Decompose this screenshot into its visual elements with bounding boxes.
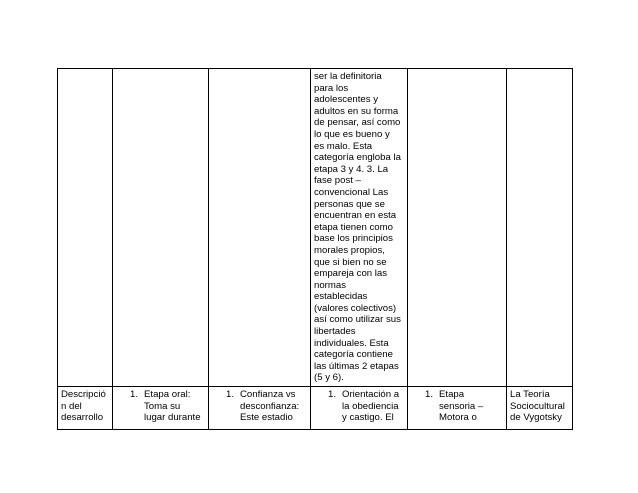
cell-text-line: Sociocultural	[510, 400, 565, 412]
item-text-line: lugar durante	[144, 412, 201, 424]
table-cell-r2c3	[209, 387, 311, 430]
cell-text-line: de Vygotsky	[510, 412, 562, 424]
cell-text-line: lo que es bueno y	[314, 128, 390, 140]
cell-text-line: categoría engloba la	[314, 152, 401, 164]
cell-text-line: personas que se	[314, 198, 385, 210]
table-cell-r1c3	[209, 69, 311, 387]
cell-text-line: así como utilizar sus	[314, 314, 401, 326]
cell-text-line: las últimas 2 etapas	[314, 360, 399, 372]
comparison-table	[57, 68, 573, 430]
row-heading-line: n del	[61, 400, 82, 412]
cell-text-line: base los principios	[314, 233, 393, 245]
item-number: 1.	[327, 389, 336, 401]
cell-text-line: La Teoría	[510, 389, 550, 401]
cell-text-line: (5 y 6).	[314, 372, 344, 384]
table-cell-r2c6	[507, 387, 573, 430]
numbered-item	[411, 389, 503, 424]
table-cell-r1c5	[408, 69, 507, 387]
item-text-line: sensoria –	[439, 400, 484, 412]
numbered-item	[314, 389, 404, 424]
item-text-line: Confianza vs	[240, 389, 296, 401]
table-cell-r1c4	[311, 69, 408, 387]
item-text-line: la obediencia	[342, 400, 399, 412]
numbered-item	[116, 389, 205, 424]
cell-text-line: etapa 3 y 4. 3. La	[314, 163, 389, 175]
table-cell-r1c6	[507, 69, 573, 387]
row-heading-line: Descripció	[61, 389, 106, 401]
table-cell-r2c5	[408, 387, 507, 430]
cell-text-line: ser la definitoria	[314, 71, 382, 82]
table-row	[58, 387, 573, 430]
cell-text-line: individuales. Esta	[314, 337, 389, 349]
cell-text-line: adultos en su forma	[314, 105, 399, 117]
cell-text-line: empareja con las	[314, 268, 388, 280]
table-cell-r2c2	[113, 387, 209, 430]
item-text-line: Motora o	[439, 412, 477, 424]
table-cell-r2c1	[58, 387, 113, 430]
item-text-line: Orientación a	[342, 389, 400, 401]
cell-text-line: morales propios,	[314, 244, 385, 256]
cell-text-line: etapa tienen como	[314, 221, 393, 233]
table-cell-r2c4	[311, 387, 408, 430]
table-row	[58, 69, 573, 387]
cell-text-line: convencional Las	[314, 186, 389, 198]
cell-text-line: libertades	[314, 326, 356, 338]
cell-text-line: establecidas	[314, 291, 368, 303]
item-number: 1.	[225, 389, 234, 401]
table-cell-r1c2	[113, 69, 209, 387]
table-cell-r1c1	[58, 69, 113, 387]
item-text-line: Este estadio	[240, 412, 293, 424]
cell-text-line: adolescentes y	[314, 94, 378, 106]
item-text-line: desconfianza:	[240, 400, 300, 412]
row-heading-line: desarrollo	[61, 412, 104, 424]
item-text-line: y castigo. El	[342, 412, 394, 424]
item-text-line: Toma su	[144, 400, 181, 412]
cell-text-line: es malo. Esta	[314, 140, 373, 152]
cell-text-line: (valores colectivos)	[314, 302, 397, 314]
item-number: 1.	[129, 389, 138, 401]
cell-text-line: normas	[314, 279, 346, 291]
numbered-item	[212, 389, 307, 424]
cell-text-line: que si bien no se	[314, 256, 387, 268]
item-text-line: Etapa	[439, 389, 465, 401]
cell-text-line: categoría contiene	[314, 349, 393, 361]
cell-text-line: de pensar, así como	[314, 117, 401, 129]
item-number: 1.	[424, 389, 433, 401]
cell-text-line: encuentran en esta	[314, 210, 397, 222]
cell-text-line: fase post –	[314, 175, 361, 187]
item-text-line: Etapa oral:	[144, 389, 191, 401]
cell-text-line: para los	[314, 82, 349, 94]
